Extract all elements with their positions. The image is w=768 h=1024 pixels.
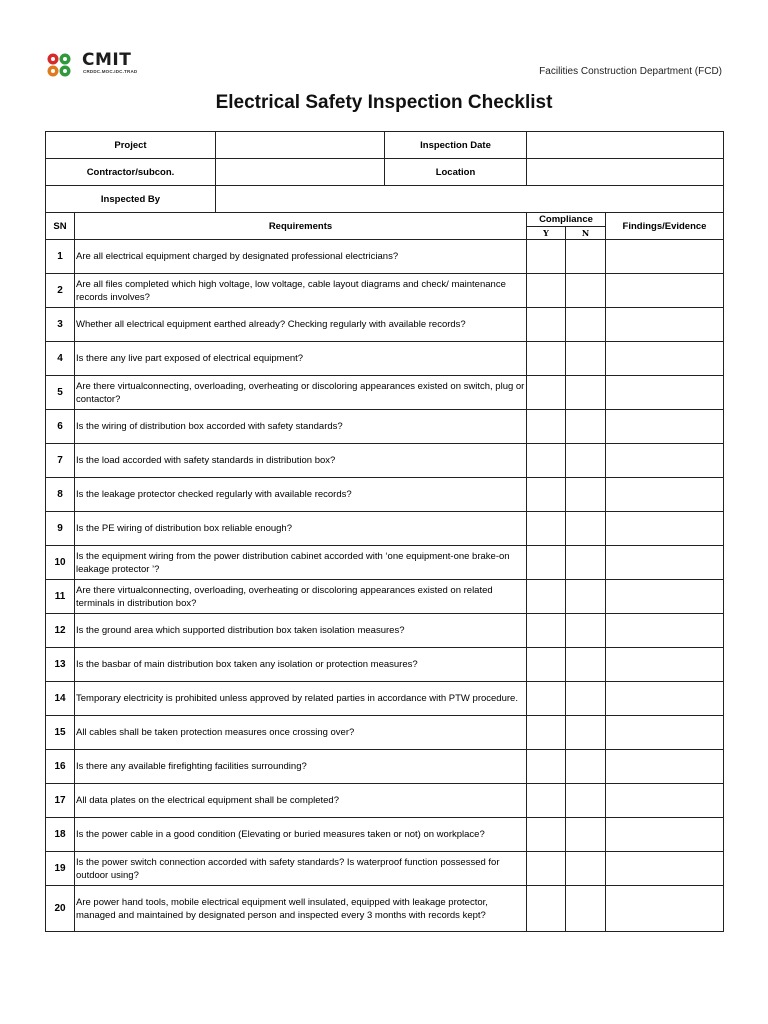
compliance-n-cell[interactable]	[566, 716, 606, 750]
table-row	[46, 818, 724, 852]
compliance-y-cell[interactable]	[527, 852, 566, 886]
compliance-n-cell[interactable]	[566, 784, 606, 818]
compliance-n-cell[interactable]	[566, 410, 606, 444]
item-sn: 3	[46, 308, 75, 342]
findings-cell[interactable]	[606, 818, 724, 852]
compliance-n-cell[interactable]	[566, 444, 606, 478]
compliance-y-cell[interactable]	[527, 478, 566, 512]
item-requirement: Are power hand tools, mobile electrical equipment well insulated, equipped with leakage protector, managed and maintained by designated person and inspected every 3 months with records kept?	[75, 886, 527, 932]
findings-cell[interactable]	[606, 852, 724, 886]
inspected-by-label: Inspected By	[46, 186, 216, 213]
item-requirement: Is the power switch connection accorded with safety standards? Is waterproof function possessed for outdoor using?	[75, 852, 527, 886]
compliance-y-cell[interactable]	[527, 274, 566, 308]
table-row	[46, 852, 724, 886]
item-requirement: Is the load accorded with safety standards in distribution box?	[75, 444, 527, 478]
findings-cell[interactable]	[606, 580, 724, 614]
table-row	[46, 444, 724, 478]
table-row	[46, 682, 724, 716]
table-row	[46, 546, 724, 580]
item-requirement: Is the equipment wiring from the power distribution cabinet accorded with ‘one equipment-one brake-on leakage protector ’?	[75, 546, 527, 580]
item-requirement: Is there any live part exposed of electrical equipment?	[75, 342, 527, 376]
table-row	[46, 580, 724, 614]
findings-cell[interactable]	[606, 376, 724, 410]
compliance-y-cell[interactable]	[527, 342, 566, 376]
compliance-n-cell[interactable]	[566, 852, 606, 886]
item-requirement: Is the leakage protector checked regularly with available records?	[75, 478, 527, 512]
findings-cell[interactable]	[606, 750, 724, 784]
item-sn: 1	[46, 240, 75, 274]
compliance-y-cell[interactable]	[527, 410, 566, 444]
checklist-table	[45, 131, 724, 932]
compliance-n-cell[interactable]	[566, 342, 606, 376]
company-logo	[46, 52, 136, 78]
item-requirement: Are there virtualconnecting, overloading, overheating or discoloring appearances existed on switch, plug or contactor?	[75, 376, 527, 410]
item-sn: 11	[46, 580, 75, 614]
compliance-n-cell[interactable]	[566, 376, 606, 410]
compliance-y-cell[interactable]	[527, 750, 566, 784]
item-sn: 8	[46, 478, 75, 512]
item-sn: 18	[46, 818, 75, 852]
item-sn: 20	[46, 886, 75, 932]
project-field[interactable]	[216, 132, 385, 159]
contractor-label: Contractor/subcon.	[46, 159, 216, 186]
sn-header: SN	[46, 213, 75, 240]
findings-cell[interactable]	[606, 716, 724, 750]
table-row	[46, 308, 724, 342]
compliance-y-cell[interactable]	[527, 682, 566, 716]
item-requirement: Is the basbar of main distribution box taken any isolation or protection measures?	[75, 648, 527, 682]
compliance-y-header: Y	[527, 227, 566, 240]
table-row	[46, 784, 724, 818]
logo-subtext: CRDDC.MOC.IDC.TRAD	[83, 69, 138, 74]
compliance-y-cell[interactable]	[527, 444, 566, 478]
findings-cell[interactable]	[606, 274, 724, 308]
item-requirement: Is the power cable in a good condition (Elevating or buried measures taken or not) on workplace?	[75, 818, 527, 852]
compliance-n-cell[interactable]	[566, 240, 606, 274]
table-row	[46, 750, 724, 784]
compliance-header: Compliance	[527, 213, 606, 227]
compliance-y-cell[interactable]	[527, 818, 566, 852]
contractor-field[interactable]	[216, 159, 385, 186]
compliance-y-cell[interactable]	[527, 376, 566, 410]
compliance-n-cell[interactable]	[566, 274, 606, 308]
table-row	[46, 240, 724, 274]
location-label: Location	[385, 159, 527, 186]
findings-cell[interactable]	[606, 342, 724, 376]
project-label: Project	[46, 132, 216, 159]
item-requirement: All cables shall be taken protection measures once crossing over?	[75, 716, 527, 750]
item-requirement: Temporary electricity is prohibited unless approved by related parties in accordance with PTW procedure.	[75, 682, 527, 716]
findings-cell[interactable]	[606, 410, 724, 444]
inspection-date-field[interactable]	[527, 132, 724, 159]
table-row	[46, 614, 724, 648]
item-sn: 13	[46, 648, 75, 682]
item-sn: 7	[46, 444, 75, 478]
item-sn: 14	[46, 682, 75, 716]
compliance-y-cell[interactable]	[527, 512, 566, 546]
compliance-n-cell[interactable]	[566, 580, 606, 614]
item-sn: 2	[46, 274, 75, 308]
compliance-y-cell[interactable]	[527, 648, 566, 682]
findings-cell[interactable]	[606, 546, 724, 580]
compliance-n-cell[interactable]	[566, 512, 606, 546]
department-label: Facilities Construction Department (FCD)	[539, 66, 722, 77]
item-sn: 4	[46, 342, 75, 376]
findings-cell[interactable]	[606, 886, 724, 932]
table-row	[46, 716, 724, 750]
findings-cell[interactable]	[606, 478, 724, 512]
findings-cell[interactable]	[606, 682, 724, 716]
item-sn: 9	[46, 512, 75, 546]
location-field[interactable]	[527, 159, 724, 186]
requirements-header: Requirements	[75, 213, 527, 240]
item-requirement: Is the wiring of distribution box accorded with safety standards?	[75, 410, 527, 444]
logo-icon	[46, 52, 82, 78]
item-requirement: Are all electrical equipment charged by designated professional electricians?	[75, 240, 527, 274]
table-row	[46, 376, 724, 410]
item-sn: 19	[46, 852, 75, 886]
compliance-n-cell[interactable]	[566, 750, 606, 784]
inspection-date-label: Inspection Date	[385, 132, 527, 159]
item-requirement: All data plates on the electrical equipment shall be completed?	[75, 784, 527, 818]
table-row	[46, 410, 724, 444]
compliance-y-cell[interactable]	[527, 614, 566, 648]
item-requirement: Whether all electrical equipment earthed already? Checking regularly with available records?	[75, 308, 527, 342]
item-sn: 15	[46, 716, 75, 750]
item-sn: 12	[46, 614, 75, 648]
findings-cell[interactable]	[606, 784, 724, 818]
compliance-y-cell[interactable]	[527, 580, 566, 614]
compliance-n-header: N	[566, 227, 606, 240]
findings-cell[interactable]	[606, 648, 724, 682]
table-row	[46, 886, 724, 932]
item-requirement: Is the ground area which supported distribution box taken isolation measures?	[75, 614, 527, 648]
table-row	[46, 342, 724, 376]
compliance-y-cell[interactable]	[527, 240, 566, 274]
findings-header: Findings/Evidence	[606, 213, 724, 240]
item-requirement: Are there virtualconnecting, overloading, overheating or discoloring appearances existed on related terminals in distribution box?	[75, 580, 527, 614]
page-title: Electrical Safety Inspection Checklist	[215, 92, 553, 113]
compliance-y-cell[interactable]	[527, 308, 566, 342]
findings-cell[interactable]	[606, 512, 724, 546]
table-row	[46, 512, 724, 546]
compliance-y-cell[interactable]	[527, 784, 566, 818]
item-sn: 10	[46, 546, 75, 580]
table-row	[46, 478, 724, 512]
compliance-n-cell[interactable]	[566, 478, 606, 512]
inspected-by-field[interactable]	[216, 186, 724, 213]
compliance-y-cell[interactable]	[527, 886, 566, 932]
findings-cell[interactable]	[606, 308, 724, 342]
compliance-n-cell[interactable]	[566, 308, 606, 342]
table-row	[46, 274, 724, 308]
compliance-n-cell[interactable]	[566, 886, 606, 932]
item-requirement: Are all files completed which high voltage, low voltage, cable layout diagrams and check/ maintenance records involves?	[75, 274, 527, 308]
compliance-n-cell[interactable]	[566, 818, 606, 852]
item-sn: 17	[46, 784, 75, 818]
compliance-y-cell[interactable]	[527, 716, 566, 750]
compliance-y-cell[interactable]	[527, 546, 566, 580]
compliance-n-cell[interactable]	[566, 648, 606, 682]
findings-cell[interactable]	[606, 444, 724, 478]
compliance-n-cell[interactable]	[566, 546, 606, 580]
compliance-n-cell[interactable]	[566, 682, 606, 716]
findings-cell[interactable]	[606, 614, 724, 648]
item-sn: 6	[46, 410, 75, 444]
item-sn: 5	[46, 376, 75, 410]
item-sn: 16	[46, 750, 75, 784]
item-requirement: Is the PE wiring of distribution box reliable enough?	[75, 512, 527, 546]
item-requirement: Is there any available firefighting facilities surrounding?	[75, 750, 527, 784]
findings-cell[interactable]	[606, 240, 724, 274]
table-row	[46, 648, 724, 682]
compliance-n-cell[interactable]	[566, 614, 606, 648]
logo-text: CMIT	[82, 50, 132, 70]
